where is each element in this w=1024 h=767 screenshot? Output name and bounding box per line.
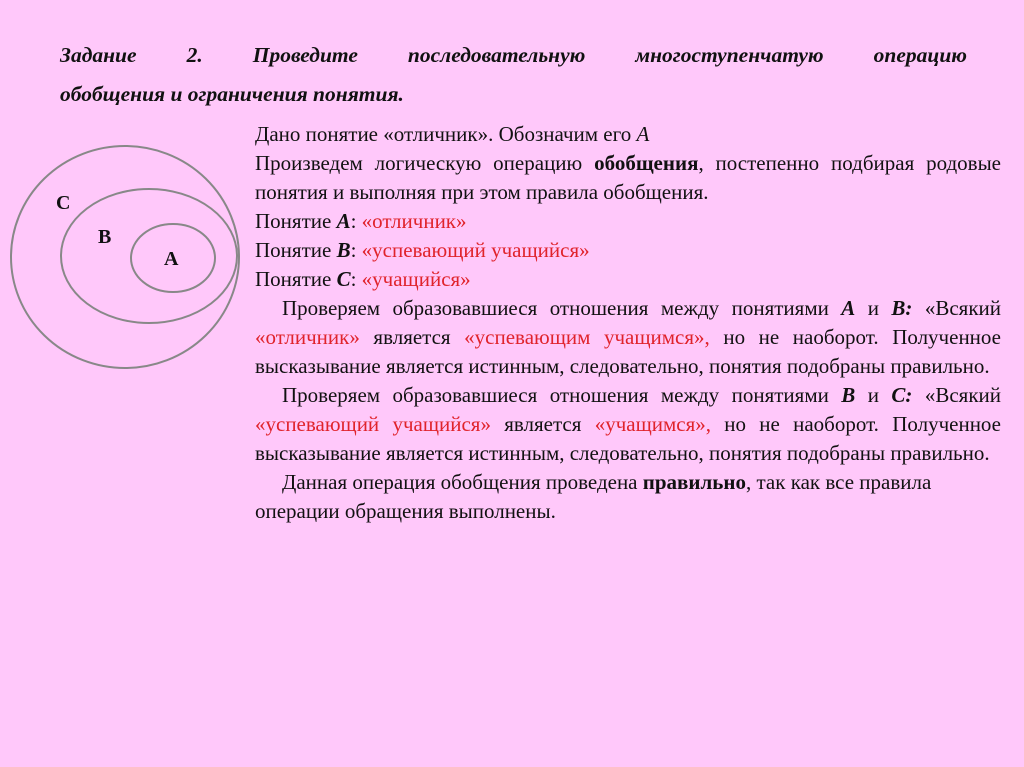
check-bc-letter-1: В [841, 383, 856, 407]
label-b: B [98, 226, 112, 248]
check-ab-term-2: «успевающим учащимся», [464, 325, 710, 349]
conclusion-part2: , так как все правила операции обращения выполнены. [255, 470, 932, 523]
check-bc-term-1: «успевающий учащийся» [255, 412, 491, 436]
concept-b-value: «успевающий учащийся» [361, 238, 590, 262]
concept-b-letter: В [336, 238, 351, 262]
conclusion-emphasis: правильно [642, 470, 746, 494]
concept-c-value: «учащийся» [361, 267, 471, 291]
euler-diagram [0, 130, 250, 390]
concept-b-line [255, 236, 1001, 265]
intro-part2: , постепенно подбирая родовые понятия и выполняя при этом правила обобщения. [255, 151, 1002, 204]
task-title-line-1: Задание 2. Проведите последовательную многоступенчатую операцию [60, 43, 967, 67]
concept-c-label: Понятие [255, 267, 337, 291]
task-title [60, 36, 967, 114]
circle-c [11, 146, 239, 368]
concept-c-line [255, 265, 1001, 294]
check-bc-lead: Проверяем образовавшиеся отношения между понятиями [282, 383, 842, 407]
check-bc-is: является [490, 412, 595, 436]
concept-c-colon: : [350, 267, 362, 291]
label-a: A [164, 248, 179, 270]
conclusion-part1: Данная операция обобщения проведена [282, 470, 643, 494]
concept-a-value: «отличник» [361, 209, 467, 233]
intro-part1: Произведем логическую операцию [255, 151, 595, 175]
concept-b-colon: : [350, 238, 362, 262]
check-ab-letter-2: В: [891, 296, 913, 320]
concept-a-letter: А [336, 209, 351, 233]
concept-a-line [255, 207, 1001, 236]
check-ab-is: является [359, 325, 465, 349]
check-ab-paragraph [255, 294, 1001, 381]
concept-b-label: Понятие [255, 238, 337, 262]
check-ab-term-1: «отличник» [255, 325, 360, 349]
euler-circles [0, 130, 250, 390]
check-bc-term-2: «учащимся», [594, 412, 711, 436]
check-bc-tail: но не наоборот. Полученное высказывание является истинным, следовательно, понятия подобраны правильно. [255, 412, 1002, 465]
check-bc-paragraph [255, 381, 1001, 468]
explanation-text [255, 120, 1001, 526]
check-bc-quote-start: «Всякий [924, 383, 1001, 407]
check-ab-quote-start: «Всякий [924, 296, 1001, 320]
task-title-line-2: обобщения и ограничения понятия. [60, 82, 404, 106]
check-ab-tail: но не наоборот. Полученное высказывание является истинным, следовательно, понятия подобраны правильно. [255, 325, 1001, 378]
check-bc-and: и [855, 383, 892, 407]
label-c: C [56, 192, 71, 214]
concept-c-letter: С [336, 267, 351, 291]
check-ab-lead: Проверяем образовавшиеся отношения между понятиями [282, 296, 842, 320]
check-ab-and: и [855, 296, 892, 320]
given-letter: А [636, 122, 650, 146]
given-prefix: Дано понятие «отличник». Обозначим его [255, 122, 637, 146]
conclusion-paragraph [255, 468, 1001, 526]
circle-b [61, 189, 237, 323]
check-bc-letter-2: С: [891, 383, 913, 407]
concept-a-label: Понятие [255, 209, 337, 233]
concept-a-colon: : [350, 209, 362, 233]
intro-paragraph [255, 149, 1001, 207]
check-ab-letter-1: А [841, 296, 856, 320]
intro-emphasis: обобщения [594, 151, 699, 175]
given-paragraph [255, 120, 1001, 149]
